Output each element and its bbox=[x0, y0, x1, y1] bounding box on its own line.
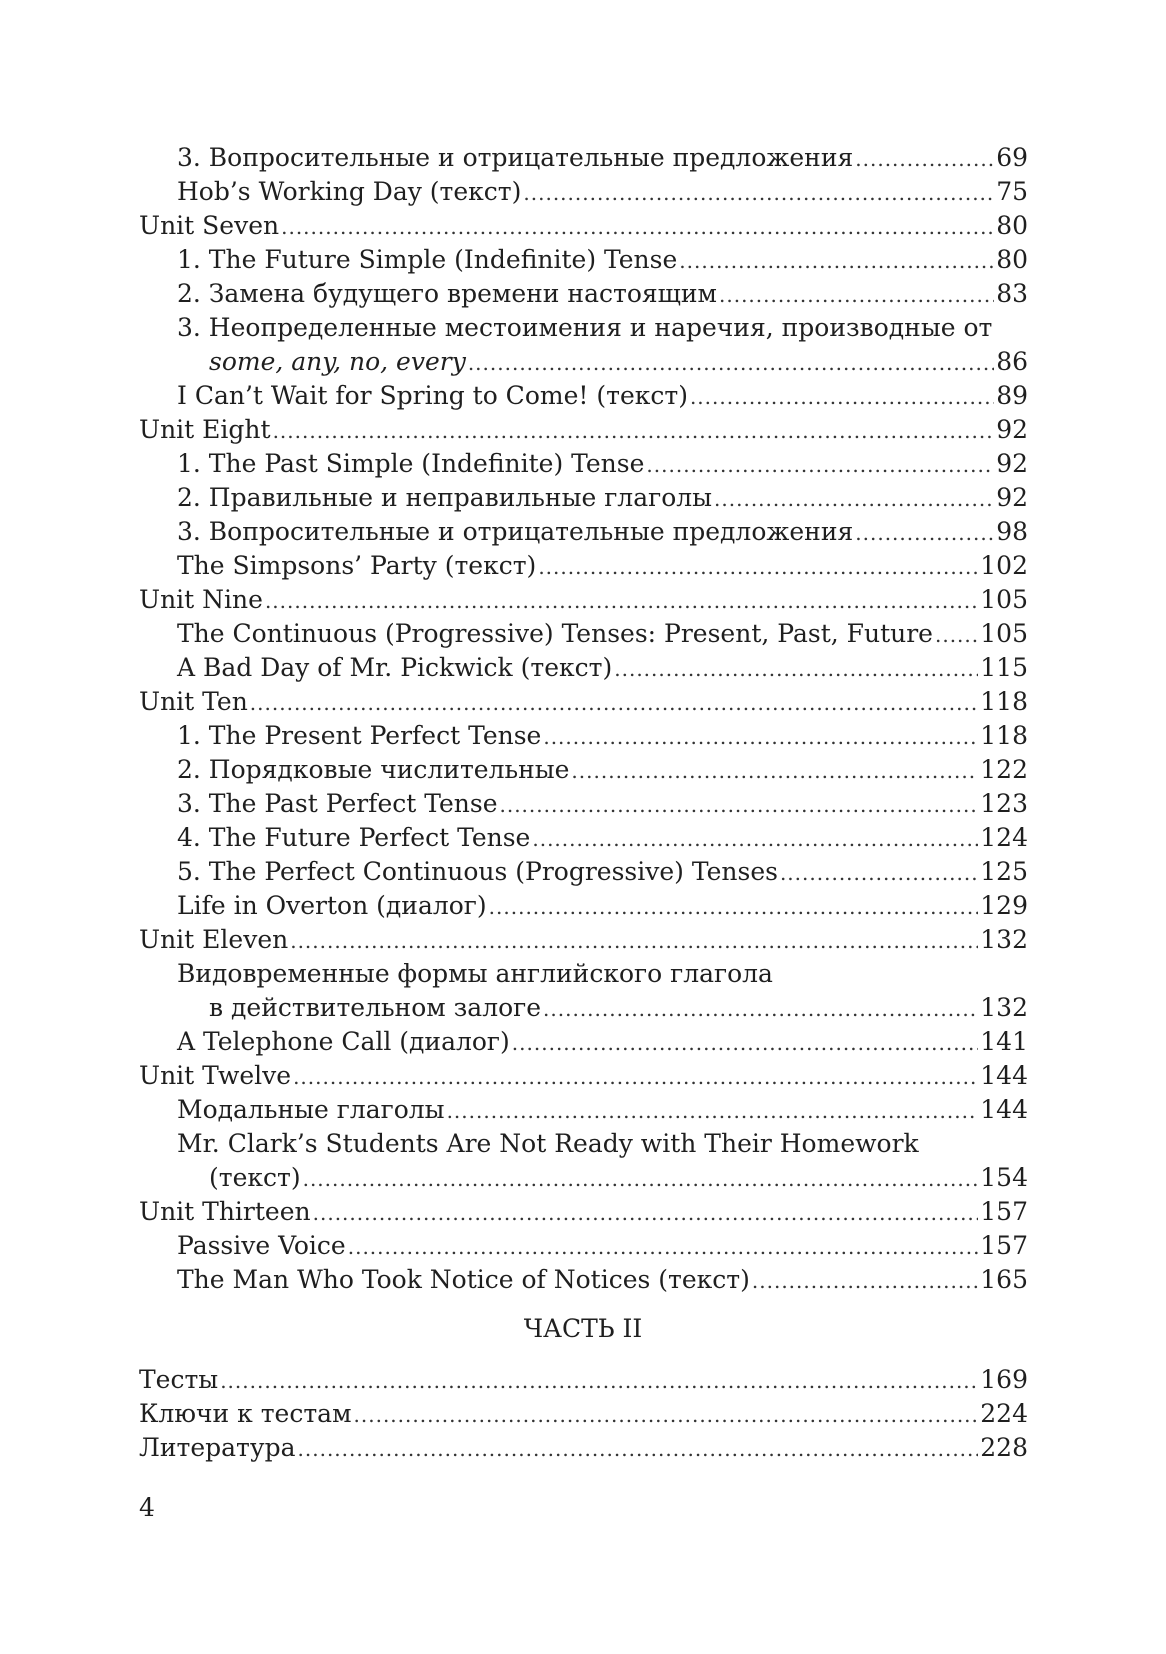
toc-entry bbox=[139, 413, 1028, 447]
toc-entry-title: Ключи к тестам bbox=[139, 1399, 352, 1428]
toc-entry-page: 92 bbox=[996, 483, 1028, 512]
dot-leader bbox=[855, 141, 994, 176]
dot-leader bbox=[293, 1059, 978, 1094]
dot-leader bbox=[354, 1397, 979, 1432]
toc-entry-page: 157 bbox=[980, 1231, 1028, 1260]
toc-entry-title: (текст) bbox=[209, 1163, 301, 1192]
dot-leader bbox=[290, 923, 978, 958]
toc-entry bbox=[139, 447, 1028, 481]
toc-entry-title: 1. The Present Perfect Tense bbox=[177, 721, 542, 750]
toc-entry bbox=[139, 1263, 1028, 1297]
dot-leader bbox=[571, 753, 978, 788]
toc-entry-page: 124 bbox=[980, 823, 1028, 852]
toc-entry-page: 105 bbox=[980, 619, 1028, 648]
dot-leader bbox=[273, 413, 995, 448]
dot-leader bbox=[447, 1093, 979, 1128]
toc-entry-page: 80 bbox=[996, 245, 1028, 274]
toc-entry-title: Hob’s Working Day (текст) bbox=[177, 177, 522, 206]
toc-entry bbox=[139, 1059, 1028, 1093]
dot-leader bbox=[468, 345, 994, 380]
toc-entry-title: Unit Eight bbox=[139, 415, 271, 444]
toc-entry-title: 1. The Future Simple (Indefinite) Tense bbox=[177, 245, 678, 274]
toc-entry-title: Unit Thirteen bbox=[139, 1197, 311, 1226]
toc-entry bbox=[139, 1363, 1028, 1397]
toc-entry-title: Passive Voice bbox=[177, 1231, 346, 1260]
toc-entry bbox=[139, 719, 1028, 753]
toc-entry bbox=[139, 311, 1028, 345]
toc-entry-page: 169 bbox=[980, 1365, 1028, 1394]
toc-entry-page: 75 bbox=[996, 177, 1028, 206]
toc-entry-page: 105 bbox=[980, 585, 1028, 614]
toc-entry-title: в действительном залоге bbox=[209, 993, 542, 1022]
dot-leader bbox=[690, 379, 994, 414]
toc-entry-title: Unit Eleven bbox=[139, 925, 289, 954]
dot-leader bbox=[646, 447, 994, 482]
toc-entry-page: 132 bbox=[980, 993, 1028, 1022]
dot-leader bbox=[532, 821, 978, 856]
toc-entry-page: 224 bbox=[980, 1399, 1028, 1428]
toc-entry bbox=[139, 821, 1028, 855]
toc-entry bbox=[139, 957, 1028, 991]
dot-leader bbox=[250, 685, 978, 720]
toc-entry bbox=[139, 379, 1028, 413]
dot-leader bbox=[298, 1431, 979, 1466]
dot-leader bbox=[714, 481, 994, 516]
toc-entry-title: 3. Неопределенные местоимения и наречия, производные от bbox=[177, 313, 993, 342]
toc-entry-title: 2. Правильные и неправильные глаголы bbox=[177, 483, 713, 512]
dot-leader bbox=[538, 549, 978, 584]
toc-entry bbox=[139, 175, 1028, 209]
toc-entry-title: Unit Seven bbox=[139, 211, 280, 240]
toc-entry-page: 92 bbox=[996, 449, 1028, 478]
toc-entry bbox=[139, 651, 1028, 685]
toc-entry-title: 4. The Future Perfect Tense bbox=[177, 823, 531, 852]
toc-entry bbox=[139, 1161, 1028, 1195]
toc-entry bbox=[139, 889, 1028, 923]
toc-entry-title: Mr. Clark’s Students Are Not Ready with Their Homework bbox=[177, 1129, 919, 1158]
toc-entry bbox=[139, 481, 1028, 515]
page-number: 4 bbox=[139, 1493, 155, 1522]
table-of-contents-part-2 bbox=[139, 1363, 1028, 1465]
toc-entry-title: 5. The Perfect Continuous (Progressive) Tenses bbox=[177, 857, 778, 886]
toc-entry-page: 102 bbox=[980, 551, 1028, 580]
toc-entry-page: 122 bbox=[980, 755, 1028, 784]
dot-leader bbox=[281, 209, 994, 244]
toc-entry-page: 80 bbox=[996, 211, 1028, 240]
toc-entry-page: 98 bbox=[996, 517, 1028, 546]
dot-leader bbox=[489, 889, 979, 924]
toc-entry bbox=[139, 991, 1028, 1025]
toc-entry-page: 86 bbox=[996, 347, 1028, 376]
dot-leader bbox=[265, 583, 978, 618]
toc-entry-page: 141 bbox=[980, 1027, 1028, 1056]
toc-entry-page: 228 bbox=[980, 1433, 1028, 1462]
toc-entry-title: 2. Порядковые числительные bbox=[177, 755, 570, 784]
dot-leader bbox=[935, 617, 978, 652]
toc-entry bbox=[139, 923, 1028, 957]
toc-entry bbox=[139, 243, 1028, 277]
toc-entry-title: Unit Nine bbox=[139, 585, 263, 614]
toc-entry bbox=[139, 1195, 1028, 1229]
toc-entry-page: 83 bbox=[996, 279, 1028, 308]
toc-entry-page: 92 bbox=[996, 415, 1028, 444]
toc-entry bbox=[139, 141, 1028, 175]
toc-entry-title: The Man Who Took Notice of Notices (текст) bbox=[177, 1265, 750, 1294]
toc-entry-page: 115 bbox=[980, 653, 1028, 682]
toc-entry bbox=[139, 277, 1028, 311]
toc-entry-title: The Simpsons’ Party (текст) bbox=[177, 551, 537, 580]
toc-entry bbox=[139, 617, 1028, 651]
toc-entry-title: Тесты bbox=[139, 1365, 219, 1394]
dot-leader bbox=[855, 515, 994, 550]
dot-leader bbox=[303, 1161, 979, 1196]
toc-entry-title: I Can’t Wait for Spring to Come! (текст) bbox=[177, 381, 688, 410]
toc-entry-page: 89 bbox=[996, 381, 1028, 410]
toc-entry bbox=[139, 345, 1028, 379]
part-heading: ЧАСТЬ II bbox=[523, 1314, 643, 1343]
dot-leader bbox=[512, 1025, 978, 1060]
dot-leader bbox=[614, 651, 978, 686]
toc-entry-title: A Telephone Call (диалог) bbox=[177, 1027, 510, 1056]
toc-entry bbox=[139, 685, 1028, 719]
toc-entry-page: 118 bbox=[980, 687, 1028, 716]
toc-entry-title: Видовременные формы английского глагола bbox=[177, 959, 773, 988]
toc-entry bbox=[139, 1397, 1028, 1431]
dot-leader bbox=[543, 991, 978, 1026]
toc-entry-page: 154 bbox=[980, 1163, 1028, 1192]
dot-leader bbox=[499, 787, 978, 822]
toc-entry-title: Unit Twelve bbox=[139, 1061, 292, 1090]
toc-entry bbox=[139, 1025, 1028, 1059]
toc-entry bbox=[139, 1127, 1028, 1161]
toc-entry-page: 69 bbox=[996, 143, 1028, 172]
toc-entry bbox=[139, 855, 1028, 889]
table-of-contents bbox=[139, 141, 1028, 1297]
toc-entry bbox=[139, 549, 1028, 583]
toc-entry-title: Литература bbox=[139, 1433, 296, 1462]
toc-entry-title: Модальные глаголы bbox=[177, 1095, 445, 1124]
dot-leader bbox=[752, 1263, 978, 1298]
toc-entry bbox=[139, 583, 1028, 617]
dot-leader bbox=[348, 1229, 979, 1264]
toc-entry bbox=[139, 1093, 1028, 1127]
toc-entry-page: 144 bbox=[980, 1095, 1028, 1124]
toc-entry bbox=[139, 209, 1028, 243]
toc-entry bbox=[139, 753, 1028, 787]
toc-entry-title: some, any, no, every bbox=[209, 347, 466, 376]
dot-leader bbox=[220, 1363, 978, 1398]
dot-leader bbox=[780, 855, 978, 890]
toc-entry-title: The Continuous (Progressive) Tenses: Present, Past, Future bbox=[177, 619, 933, 648]
toc-entry-page: 157 bbox=[980, 1197, 1028, 1226]
toc-entry-title: A Bad Day of Mr. Pickwick (текст) bbox=[177, 653, 613, 682]
toc-entry bbox=[139, 1229, 1028, 1263]
toc-entry-title: 3. Вопросительные и отрицательные предложения bbox=[177, 517, 854, 546]
toc-entry-page: 165 bbox=[980, 1265, 1028, 1294]
toc-entry-title: 3. The Past Perfect Tense bbox=[177, 789, 498, 818]
toc-entry-page: 144 bbox=[980, 1061, 1028, 1090]
toc-entry-title: Life in Overton (диалог) bbox=[177, 891, 487, 920]
toc-entry bbox=[139, 515, 1028, 549]
toc-entry bbox=[139, 1431, 1028, 1465]
toc-entry-page: 129 bbox=[980, 891, 1028, 920]
dot-leader bbox=[679, 243, 994, 278]
toc-entry-page: 132 bbox=[980, 925, 1028, 954]
dot-leader bbox=[719, 277, 994, 312]
toc-entry bbox=[139, 787, 1028, 821]
toc-entry-title: 2. Замена будущего времени настоящим bbox=[177, 279, 717, 308]
toc-entry-title: Unit Ten bbox=[139, 687, 248, 716]
toc-entry-title: 1. The Past Simple (Indefinite) Tense bbox=[177, 449, 645, 478]
dot-leader bbox=[313, 1195, 979, 1230]
dot-leader bbox=[523, 175, 994, 210]
dot-leader bbox=[543, 719, 978, 754]
toc-entry-title: 3. Вопросительные и отрицательные предложения bbox=[177, 143, 854, 172]
toc-entry-page: 125 bbox=[980, 857, 1028, 886]
toc-entry-page: 118 bbox=[980, 721, 1028, 750]
toc-entry-page: 123 bbox=[980, 789, 1028, 818]
